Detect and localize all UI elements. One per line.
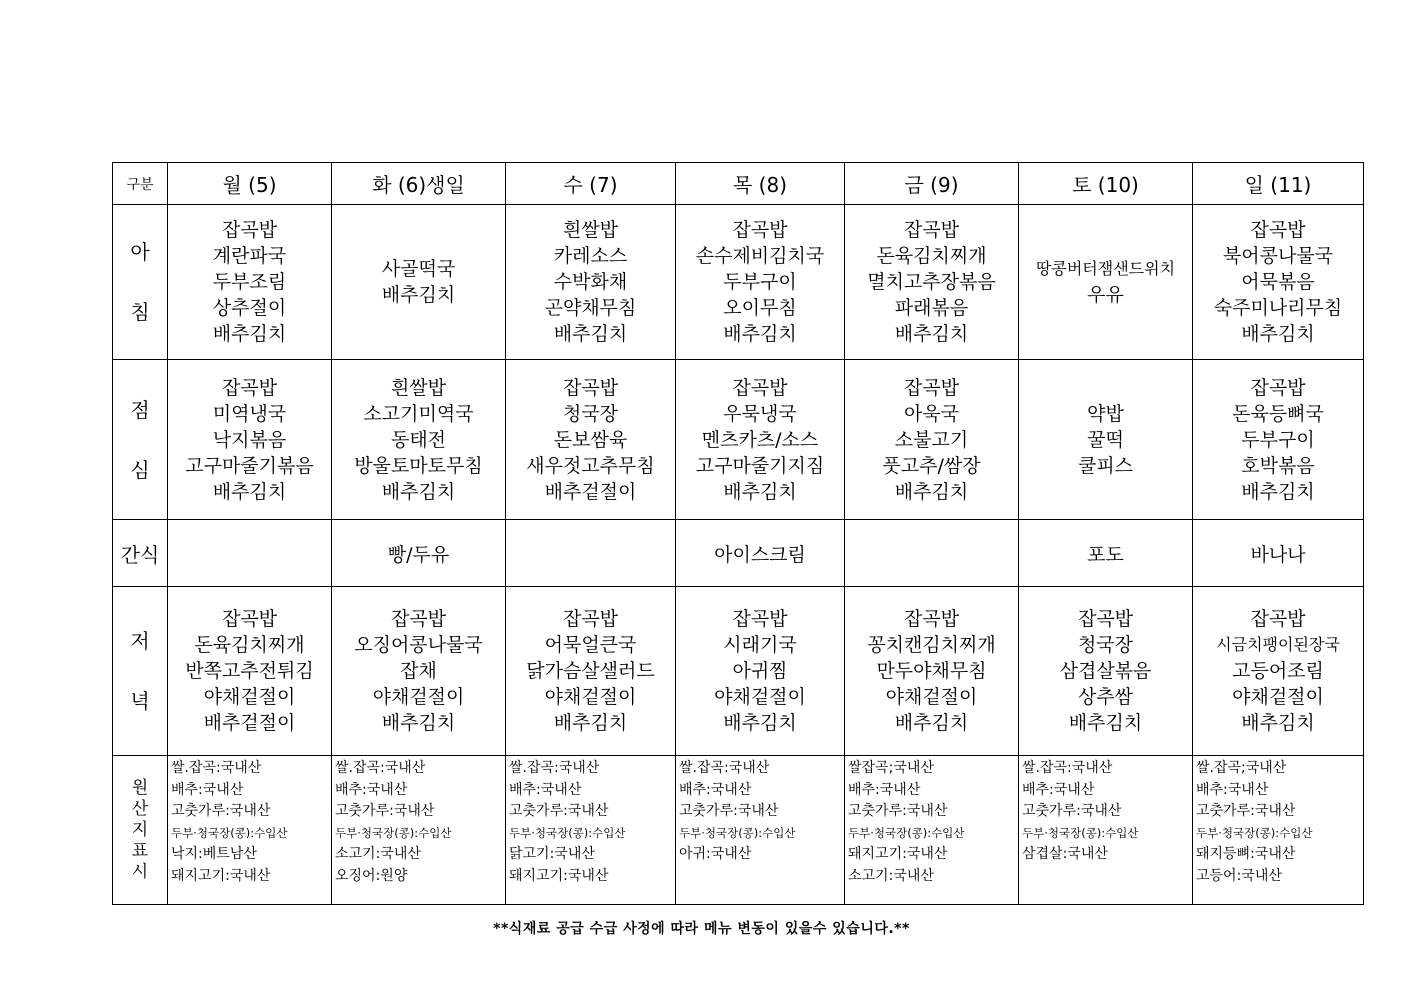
origin-item: 오징어:원양 <box>335 867 408 884</box>
breakfast-label <box>113 205 168 360</box>
origin-item: 쌀.잡곡:국내산 <box>335 760 426 776</box>
snack-cell: 아이스크림 <box>676 520 845 587</box>
weekly-menu-table <box>112 162 1364 905</box>
menu-item: 시금치팽이된장국 <box>1216 635 1340 654</box>
origin-item: 고춧가루:국내산 <box>848 803 948 819</box>
origin-item: 고춧가루:국내산 <box>679 803 779 819</box>
origin-label-char: 지 <box>131 819 149 840</box>
menu-item: 상추쌈 <box>1077 686 1134 708</box>
menu-item: 곤약채무침 <box>544 297 637 319</box>
menu-item: 멘츠카츠/소스 <box>701 428 819 451</box>
menu-item: 땅콩버터잼샌드위치 <box>1035 259 1176 278</box>
origin-item: 낙지:베트남산 <box>171 846 257 862</box>
menu-item: 우묵냉국 <box>723 402 797 425</box>
menu-item: 흰쌀밥 <box>562 219 619 241</box>
origin-item: 쌀.잡곡;국내산 <box>1196 760 1287 776</box>
day-header: 월 (5) <box>168 163 332 205</box>
origin-item: 쌀.잡곡:국내산 <box>679 760 770 776</box>
menu-item: 꽁치캔김치찌개 <box>867 634 996 656</box>
origin-item: 돼지등뼈:국내산 <box>1196 846 1296 862</box>
origin-label-char: 산 <box>131 798 149 819</box>
menu-item: 두부조림 <box>212 271 287 293</box>
menu-item: 돈육김치찌개 <box>876 245 987 267</box>
menu-item: 낙지볶음 <box>212 428 287 451</box>
origin-item: 돼지고기:국내산 <box>171 867 271 884</box>
lunch-menu-cell <box>845 360 1019 520</box>
breakfast-menu-cell <box>1193 205 1364 360</box>
menu-item: 배추김치 <box>723 323 797 345</box>
origin-item: 삼겹살:국내산 <box>1022 846 1108 862</box>
menu-item: 반쪽고추전튀김 <box>185 660 314 682</box>
origin-item: 소고기:국내산 <box>848 867 934 884</box>
breakfast-label-top: 아 <box>130 240 150 264</box>
menu-item: 배추김치 <box>723 712 797 734</box>
snack-cell: 포도 <box>1019 520 1193 587</box>
menu-item: 두부구이 <box>723 271 797 293</box>
menu-item: 야채겉절이 <box>885 686 978 708</box>
menu-item: 어묵얼큰국 <box>544 634 637 656</box>
dinner-label-bottom: 녁 <box>130 689 150 713</box>
menu-item: 사골떡국 <box>381 258 456 280</box>
origin-cell <box>1019 756 1193 905</box>
origin-item: 고춧가루:국내산 <box>335 803 435 819</box>
menu-item: 배추김치 <box>381 284 456 306</box>
menu-item: 잡곡밥 <box>732 219 788 241</box>
menu-item: 잡곡밥 <box>903 376 960 399</box>
menu-item: 우유 <box>1087 284 1124 306</box>
snack-label: 간식 <box>113 520 168 587</box>
menu-item: 소고기미역국 <box>363 402 474 425</box>
dinner-menu-cell <box>1019 587 1193 756</box>
breakfast-menu-cell <box>506 205 676 360</box>
origin-label <box>113 756 168 905</box>
breakfast-menu-cell <box>332 205 506 360</box>
menu-item: 멸치고추장볶음 <box>867 271 996 293</box>
menu-item: 삼겹살볶음 <box>1059 660 1152 682</box>
menu-item: 야채겉절이 <box>714 686 806 708</box>
menu-item: 호박볶음 <box>1241 454 1315 477</box>
menu-item: 배추김치 <box>381 480 456 503</box>
breakfast-menu-cell <box>1019 205 1193 360</box>
menu-item: 파래볶음 <box>894 297 969 319</box>
menu-item: 잡곡밥 <box>1250 608 1306 630</box>
origin-item: 고춧가루:국내산 <box>1022 803 1122 819</box>
menu-change-notice: **식재료 공급 수급 사정에 따라 메뉴 변동이 있을수 있습니다.** <box>493 921 910 937</box>
origin-label-char: 시 <box>131 861 149 882</box>
menu-item: 배추겉절이 <box>203 712 296 734</box>
menu-item: 쿨피스 <box>1077 454 1134 477</box>
menu-item: 잡곡밥 <box>390 608 447 630</box>
origin-item: 쌀.잡곡:국내산 <box>171 760 262 776</box>
menu-item: 손수제비김치국 <box>695 245 825 267</box>
origin-item: 두부·청국장(콩):수입산 <box>1196 825 1313 840</box>
menu-item: 배추김치 <box>212 480 287 503</box>
menu-item: 흰쌀밥 <box>390 376 447 399</box>
menu-item: 풋고추/쌈장 <box>882 454 981 477</box>
lunch-menu-cell <box>676 360 845 520</box>
menu-item: 숙주미나리무침 <box>1213 297 1343 319</box>
origin-item: 돼지고기:국내산 <box>848 846 948 862</box>
menu-item: 새우젓고추무침 <box>526 454 655 477</box>
menu-item: 계란파국 <box>212 245 287 267</box>
origin-item: 돼지고기:국내산 <box>509 867 609 884</box>
menu-item: 미역냉국 <box>212 402 287 425</box>
origin-item: 쌀.잡곡:국내산 <box>509 760 600 776</box>
menu-item: 잡곡밥 <box>221 219 278 241</box>
menu-item: 배추김치 <box>894 323 969 345</box>
origin-label-char: 원 <box>131 777 149 798</box>
menu-item: 배추김치 <box>553 712 628 734</box>
menu-item: 만두야채무침 <box>876 660 987 682</box>
lunch-label <box>113 360 168 520</box>
menu-item: 배추김치 <box>894 480 969 503</box>
menu-item: 배추김치 <box>381 712 456 734</box>
origin-item: 배추:국내산 <box>509 781 582 798</box>
lunch-menu-cell <box>168 360 332 520</box>
menu-item: 잡곡밥 <box>903 219 960 241</box>
origin-item: 소고기:국내산 <box>335 846 421 862</box>
menu-item: 배추김치 <box>1241 712 1315 734</box>
day-header: 토 (10) <box>1019 163 1193 205</box>
menu-item: 고구마줄기지짐 <box>695 454 825 477</box>
origin-item: 두부·청국장(콩):수입산 <box>848 825 965 840</box>
menu-item: 배추김치 <box>1068 712 1143 734</box>
menu-item: 오징어콩나물국 <box>354 634 483 656</box>
breakfast-menu-cell <box>168 205 332 360</box>
lunch-row <box>113 360 1364 520</box>
menu-item: 잡곡밥 <box>1250 376 1306 399</box>
origin-item: 쌀잡곡;국내산 <box>848 760 934 776</box>
day-header: 금 (9) <box>845 163 1019 205</box>
day-header: 수 (7) <box>506 163 676 205</box>
menu-item: 시래기국 <box>723 634 797 656</box>
origin-label-char: 표 <box>131 840 149 861</box>
menu-item: 돈육등뼈국 <box>1232 402 1324 425</box>
menu-item: 고구마줄기볶음 <box>185 454 314 477</box>
menu-item: 잡곡밥 <box>562 608 619 630</box>
menu-item: 배추김치 <box>1241 480 1315 503</box>
header-row <box>113 163 1364 205</box>
snack-cell: 바나나 <box>1193 520 1364 587</box>
menu-item: 두부구이 <box>1241 428 1315 451</box>
menu-item: 오이무침 <box>723 297 797 319</box>
menu-item: 잡채 <box>400 660 437 682</box>
dinner-label <box>113 587 168 756</box>
menu-item: 북어콩나물국 <box>1222 245 1334 267</box>
lunch-label-bottom: 심 <box>130 457 150 482</box>
origin-item: 두부·청국장(콩):수입산 <box>335 825 452 840</box>
menu-item: 어묵볶음 <box>1241 271 1315 293</box>
origin-item: 배추:국내산 <box>335 781 408 798</box>
dinner-menu-cell <box>168 587 332 756</box>
origin-cell <box>332 756 506 905</box>
origin-item: 두부·청국장(콩):수입산 <box>171 825 288 840</box>
lunch-menu-cell <box>1019 360 1193 520</box>
menu-item: 배추김치 <box>723 480 797 503</box>
menu-item: 잡곡밥 <box>732 376 788 399</box>
dinner-menu-cell <box>506 587 676 756</box>
menu-item: 고등어조림 <box>1232 660 1324 682</box>
menu-item: 꿀떡 <box>1087 428 1124 451</box>
menu-item: 동태전 <box>390 428 447 451</box>
menu-item: 청국장 <box>1077 634 1134 656</box>
menu-item: 돈육김치찌개 <box>194 634 305 656</box>
snack-row <box>113 520 1364 587</box>
snack-cell <box>168 520 332 587</box>
breakfast-label-bottom: 침 <box>130 300 150 324</box>
menu-item: 야채겉절이 <box>203 686 296 708</box>
menu-item: 약밥 <box>1087 402 1124 425</box>
menu-item: 잡곡밥 <box>903 608 960 630</box>
lunch-menu-cell <box>506 360 676 520</box>
menu-item: 돈보쌈육 <box>553 428 628 451</box>
dinner-menu-cell <box>676 587 845 756</box>
menu-item: 잡곡밥 <box>562 376 619 399</box>
dinner-menu-cell <box>332 587 506 756</box>
origin-item: 배추:국내산 <box>1022 781 1095 798</box>
menu-item: 야채겉절이 <box>544 686 637 708</box>
origin-cell <box>168 756 332 905</box>
menu-item: 수박화채 <box>553 271 628 293</box>
menu-item: 아귀찜 <box>732 660 788 682</box>
origin-item: 닭고기:국내산 <box>509 846 595 862</box>
menu-item: 잡곡밥 <box>1077 608 1134 630</box>
origin-item: 배추:국내산 <box>679 781 752 798</box>
menu-item: 아욱국 <box>903 402 960 425</box>
menu-item: 잡곡밥 <box>732 608 788 630</box>
lunch-menu-cell <box>1193 360 1364 520</box>
origin-item: 배추:국내산 <box>171 781 244 798</box>
menu-item: 상추절이 <box>212 297 287 319</box>
breakfast-row <box>113 205 1364 360</box>
menu-item: 방울토마토무침 <box>354 454 483 477</box>
origin-cell <box>845 756 1019 905</box>
origin-item: 배추:국내산 <box>1196 781 1269 798</box>
origin-item: 아귀:국내산 <box>679 846 752 862</box>
origin-item: 고춧가루:국내산 <box>1196 803 1296 819</box>
snack-cell: 빵/두유 <box>332 520 506 587</box>
dinner-menu-cell <box>1193 587 1364 756</box>
origin-item: 두부·청국장(콩):수입산 <box>1022 825 1139 840</box>
origin-row <box>113 756 1364 905</box>
menu-item: 카레소스 <box>553 245 628 267</box>
menu-item: 야채겉절이 <box>372 686 465 708</box>
menu-item: 닭가슴살샐러드 <box>526 660 655 682</box>
snack-cell <box>845 520 1019 587</box>
menu-item: 잡곡밥 <box>1250 219 1306 241</box>
origin-cell <box>676 756 845 905</box>
breakfast-menu-cell <box>676 205 845 360</box>
day-header: 화 (6)생일 <box>332 163 506 205</box>
origin-item: 두부·청국장(콩):수입산 <box>679 825 796 840</box>
gubun-header: 구분 <box>113 163 168 205</box>
menu-item: 배추겉절이 <box>544 480 637 503</box>
menu-item: 배추김치 <box>894 712 969 734</box>
dinner-row <box>113 587 1364 756</box>
dinner-menu-cell <box>845 587 1019 756</box>
origin-cell <box>506 756 676 905</box>
menu-item: 잡곡밥 <box>221 608 278 630</box>
origin-item: 두부·청국장(콩):수입산 <box>509 825 626 840</box>
lunch-label-top: 점 <box>130 397 150 422</box>
day-header: 일 (11) <box>1193 163 1364 205</box>
menu-item: 배추김치 <box>1241 323 1315 345</box>
origin-item: 고춧가루:국내산 <box>509 803 609 819</box>
breakfast-menu-cell <box>845 205 1019 360</box>
menu-item: 잡곡밥 <box>221 376 278 399</box>
menu-item: 배추김치 <box>212 323 287 345</box>
origin-item: 배추:국내산 <box>848 781 921 798</box>
origin-item: 쌀.잡곡:국내산 <box>1022 760 1113 776</box>
day-header: 목 (8) <box>676 163 845 205</box>
menu-item: 배추김치 <box>553 323 628 345</box>
lunch-menu-cell <box>332 360 506 520</box>
origin-item: 고등어:국내산 <box>1196 867 1282 884</box>
origin-cell <box>1193 756 1364 905</box>
snack-cell <box>506 520 676 587</box>
dinner-label-top: 저 <box>130 629 150 653</box>
menu-item: 청국장 <box>562 402 619 425</box>
menu-item: 야채겉절이 <box>1232 686 1324 708</box>
origin-item: 고춧가루:국내산 <box>171 803 271 819</box>
menu-item: 소불고기 <box>894 428 969 451</box>
